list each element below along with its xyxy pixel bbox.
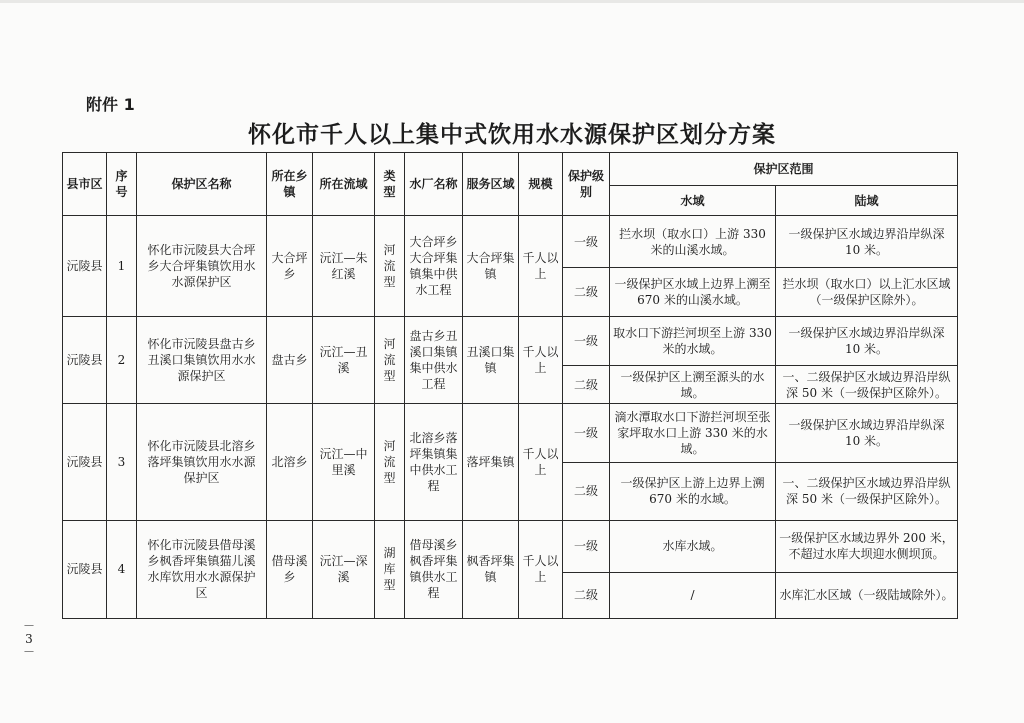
cell-water: 滴水潭取水口下游拦河坝至张家坪取水口上游 330 米的水域。	[610, 404, 776, 462]
header-type: 类型	[375, 153, 405, 216]
header-county: 县市区	[63, 153, 107, 216]
header-service: 服务区域	[463, 153, 519, 216]
cell-town: 北溶乡	[267, 404, 313, 520]
cell-land: 一级保护区水域边界沿岸纵深 10 米。	[776, 404, 958, 462]
cell-level: 二级	[563, 462, 610, 520]
cell-level: 一级	[563, 317, 610, 366]
header-water: 水域	[610, 186, 776, 216]
cell-water: 水库水域。	[610, 520, 776, 572]
cell-water: 一级保护区上溯至源头的水域。	[610, 366, 776, 404]
cell-type: 河流型	[375, 216, 405, 317]
cell-level: 一级	[563, 520, 610, 572]
cell-type: 河流型	[375, 317, 405, 404]
cell-basin: 沅江—丑溪	[313, 317, 375, 404]
cell-land: 拦水坝（取水口）以上汇水区域（一级保护区除外）。	[776, 268, 958, 317]
cell-county: 沅陵县	[63, 317, 107, 404]
cell-water: 一级保护区上游上边界上溯 670 米的水域。	[610, 462, 776, 520]
cell-plant: 大合坪乡大合坪集镇集中供水工程	[405, 216, 463, 317]
page-title: 怀化市千人以上集中式饮用水水源保护区划分方案	[248, 122, 776, 148]
cell-town: 盘古乡	[267, 317, 313, 404]
cell-scale: 千人以上	[519, 216, 563, 317]
cell-seq: 2	[107, 317, 137, 404]
cell-name: 怀化市沅陵县北溶乡落坪集镇饮用水水源保护区	[137, 404, 267, 520]
cell-water: 拦水坝（取水口）上游 330 米的山溪水域。	[610, 216, 776, 268]
header-range: 保护区范围	[610, 153, 958, 186]
table-row	[63, 317, 958, 366]
protection-zone-table	[62, 152, 958, 619]
cell-type: 河流型	[375, 404, 405, 520]
cell-scale: 千人以上	[519, 520, 563, 618]
cell-plant: 借母溪乡枫香坪集镇供水工程	[405, 520, 463, 618]
header-scale: 规模	[519, 153, 563, 216]
cell-type: 湖库型	[375, 520, 405, 618]
cell-service: 丑溪口集镇	[463, 317, 519, 404]
cell-land: 一级保护区水域边界沿岸纵深 10 米。	[776, 317, 958, 366]
cell-plant: 盘古乡丑溪口集镇集中供水工程	[405, 317, 463, 404]
cell-basin: 沅江—朱红溪	[313, 216, 375, 317]
cell-town: 借母溪乡	[267, 520, 313, 618]
cell-water: 取水口下游拦河坝至上游 330 米的水域。	[610, 317, 776, 366]
cell-service: 大合坪集镇	[463, 216, 519, 317]
cell-level: 二级	[563, 572, 610, 618]
cell-scale: 千人以上	[519, 404, 563, 520]
cell-basin: 沅江—中里溪	[313, 404, 375, 520]
cell-plant: 北溶乡落坪集镇集中供水工程	[405, 404, 463, 520]
cell-seq: 4	[107, 520, 137, 618]
cell-water: /	[610, 572, 776, 618]
cell-land: 一级保护区水域边界外 200 米，不超过水库大坝迎水侧坝顶。	[776, 520, 958, 572]
cell-level: 一级	[563, 404, 610, 462]
page-number: －3－	[22, 619, 35, 659]
cell-service: 落坪集镇	[463, 404, 519, 520]
table-row	[63, 216, 958, 268]
scan-edge	[0, 0, 1024, 3]
cell-county: 沅陵县	[63, 216, 107, 317]
header-land: 陆域	[776, 186, 958, 216]
cell-county: 沅陵县	[63, 404, 107, 520]
cell-level: 二级	[563, 366, 610, 404]
cell-land: 一、二级保护区水域边界沿岸纵深 50 米（一级保护区除外）。	[776, 366, 958, 404]
cell-name: 怀化市沅陵县盘古乡丑溪口集镇饮用水水源保护区	[137, 317, 267, 404]
cell-level: 二级	[563, 268, 610, 317]
cell-name: 怀化市沅陵县借母溪乡枫香坪集镇猫儿溪水库饮用水水源保护区	[137, 520, 267, 618]
header-basin: 所在流域	[313, 153, 375, 216]
cell-scale: 千人以上	[519, 317, 563, 404]
annex-label: 附件 1	[86, 95, 135, 114]
cell-seq: 1	[107, 216, 137, 317]
cell-water: 一级保护区水域上边界上溯至 670 米的山溪水域。	[610, 268, 776, 317]
cell-service: 枫香坪集镇	[463, 520, 519, 618]
cell-town: 大合坪乡	[267, 216, 313, 317]
header-level: 保护级别	[563, 153, 610, 216]
cell-seq: 3	[107, 404, 137, 520]
header-name: 保护区名称	[137, 153, 267, 216]
cell-county: 沅陵县	[63, 520, 107, 618]
cell-level: 一级	[563, 216, 610, 268]
header-plant: 水厂名称	[405, 153, 463, 216]
header-seq: 序号	[107, 153, 137, 216]
cell-land: 水库汇水区域（一级陆域除外）。	[776, 572, 958, 618]
cell-land: 一级保护区水域边界沿岸纵深 10 米。	[776, 216, 958, 268]
header-town: 所在乡镇	[267, 153, 313, 216]
cell-land: 一、二级保护区水域边界沿岸纵深 50 米（一级保护区除外）。	[776, 462, 958, 520]
cell-name: 怀化市沅陵县大合坪乡大合坪集镇饮用水水源保护区	[137, 216, 267, 317]
cell-basin: 沅江—深溪	[313, 520, 375, 618]
table-row	[63, 404, 958, 462]
table-row	[63, 520, 958, 572]
